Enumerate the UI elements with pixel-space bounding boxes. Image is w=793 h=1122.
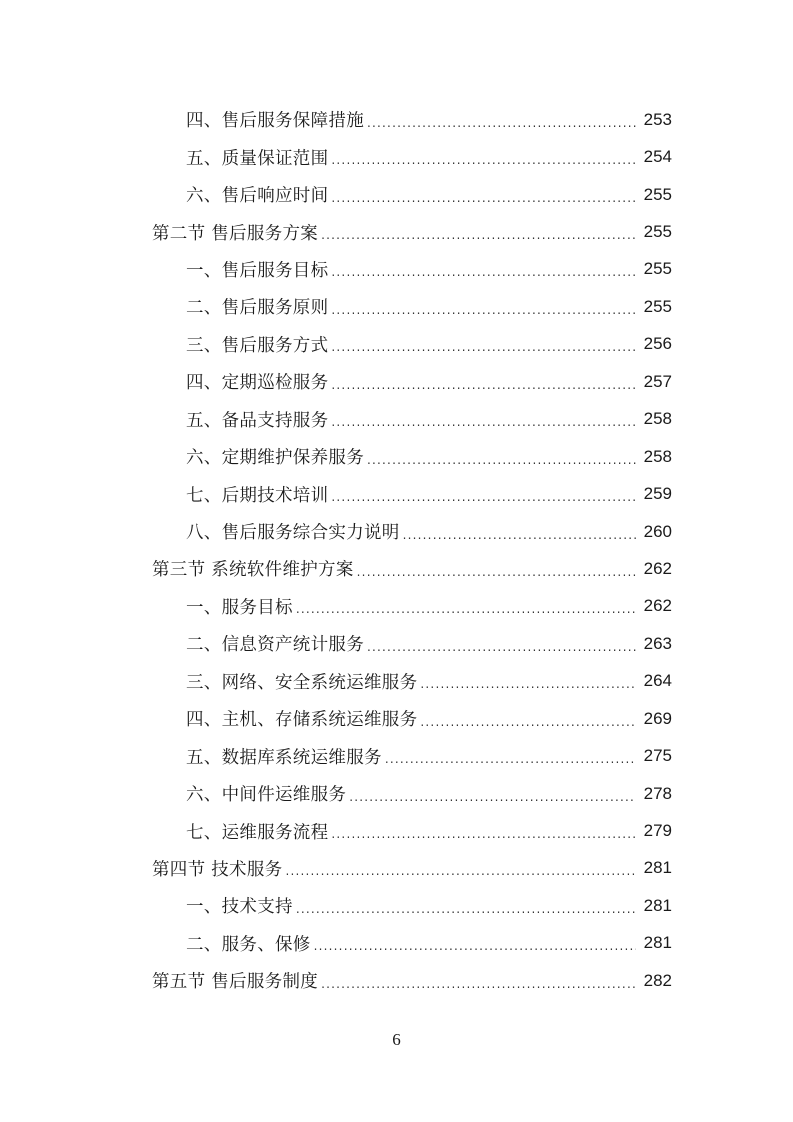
- toc-dot-leader: [314, 939, 636, 953]
- toc-subsection-entry[interactable]: [0, 775, 793, 812]
- toc-page-number: 281: [643, 895, 672, 915]
- toc-section-entry[interactable]: [0, 550, 793, 587]
- toc-page-number: 269: [643, 708, 672, 728]
- toc-page-number: 258: [643, 409, 672, 429]
- toc-entry-title: 一、技术支持: [186, 897, 293, 918]
- table-of-contents: [0, 101, 793, 1000]
- toc-page-number: 255: [643, 184, 672, 204]
- toc-page-number: 255: [643, 296, 672, 316]
- toc-subsection-entry[interactable]: [0, 475, 793, 512]
- toc-dot-leader: [285, 864, 636, 878]
- toc-subsection-entry[interactable]: [0, 625, 793, 662]
- toc-page-number: 258: [643, 446, 672, 466]
- toc-dot-leader: [367, 116, 636, 130]
- toc-dot-leader: [331, 415, 636, 429]
- toc-dot-leader: [331, 265, 636, 279]
- toc-page-number: 259: [643, 484, 672, 504]
- toc-dot-leader: [331, 191, 636, 205]
- toc-page-number: 254: [643, 147, 672, 167]
- toc-section-entry[interactable]: [0, 850, 793, 887]
- toc-dot-leader: [349, 790, 636, 804]
- toc-page-number: 262: [643, 596, 672, 616]
- toc-dot-leader: [367, 640, 636, 654]
- toc-entry-title: 八、售后服务综合实力说明: [186, 523, 400, 544]
- toc-dot-leader: [331, 827, 636, 841]
- toc-subsection-entry[interactable]: [0, 363, 793, 400]
- toc-subsection-entry[interactable]: [0, 513, 793, 550]
- toc-entry-title: 五、质量保证范围: [186, 148, 329, 169]
- toc-dot-leader: [331, 490, 636, 504]
- toc-entry-title: 第四节 技术服务: [152, 859, 283, 880]
- toc-dot-leader: [296, 602, 636, 616]
- toc-section-entry[interactable]: [0, 213, 793, 250]
- toc-subsection-entry[interactable]: [0, 887, 793, 924]
- toc-entry-title: 二、售后服务原则: [186, 298, 329, 319]
- toc-entry-title: 一、服务目标: [186, 597, 293, 618]
- toc-entry-title: 四、主机、存储系统运维服务: [186, 710, 418, 731]
- toc-entry-title: 三、网络、安全系统运维服务: [186, 672, 418, 693]
- toc-page-number: 256: [643, 334, 672, 354]
- toc-subsection-entry[interactable]: [0, 401, 793, 438]
- page-number: 6: [392, 1030, 401, 1049]
- toc-page-number: 264: [643, 671, 672, 691]
- toc-page-number: 260: [643, 521, 672, 541]
- toc-page-number: 275: [643, 746, 672, 766]
- toc-page-number: 263: [643, 633, 672, 653]
- toc-entry-title: 六、中间件运维服务: [186, 785, 347, 806]
- toc-subsection-entry[interactable]: [0, 288, 793, 325]
- toc-entry-title: 七、运维服务流程: [186, 822, 329, 843]
- toc-page-number: 279: [643, 821, 672, 841]
- toc-subsection-entry[interactable]: [0, 326, 793, 363]
- toc-entry-title: 六、售后响应时间: [186, 186, 329, 207]
- toc-subsection-entry[interactable]: [0, 588, 793, 625]
- toc-entry-title: 一、售后服务目标: [186, 260, 329, 281]
- toc-dot-leader: [403, 528, 636, 542]
- toc-dot-leader: [331, 303, 636, 317]
- toc-dot-leader: [296, 902, 636, 916]
- toc-subsection-entry[interactable]: [0, 251, 793, 288]
- toc-page-number: 257: [643, 371, 672, 391]
- toc-entry-title: 五、备品支持服务: [186, 410, 329, 431]
- toc-dot-leader: [420, 677, 636, 691]
- toc-subsection-entry[interactable]: [0, 925, 793, 962]
- toc-dot-leader: [331, 378, 636, 392]
- toc-entry-title: 第二节 售后服务方案: [152, 223, 319, 244]
- toc-section-entry[interactable]: [0, 962, 793, 999]
- toc-page-number: 255: [643, 222, 672, 242]
- toc-dot-leader: [385, 752, 636, 766]
- toc-dot-leader: [420, 715, 636, 729]
- toc-dot-leader: [321, 228, 636, 242]
- toc-page-number: 281: [643, 858, 672, 878]
- toc-entry-title: 第五节 售后服务制度: [152, 972, 319, 993]
- toc-page-number: 262: [643, 558, 672, 578]
- toc-page-number: 255: [643, 259, 672, 279]
- toc-entry-title: 二、服务、保修: [186, 934, 311, 955]
- toc-entry-title: 六、定期维护保养服务: [186, 448, 364, 469]
- toc-subsection-entry[interactable]: [0, 138, 793, 175]
- toc-dot-leader: [357, 565, 636, 579]
- toc-dot-leader: [367, 453, 636, 467]
- toc-subsection-entry[interactable]: [0, 176, 793, 213]
- toc-subsection-entry[interactable]: [0, 101, 793, 138]
- toc-dot-leader: [331, 153, 636, 167]
- toc-entry-title: 四、定期巡检服务: [186, 373, 329, 394]
- toc-subsection-entry[interactable]: [0, 438, 793, 475]
- toc-page-number: 278: [643, 783, 672, 803]
- toc-entry-title: 第三节 系统软件维护方案: [152, 560, 354, 581]
- toc-entry-title: 五、数据库系统运维服务: [186, 747, 382, 768]
- toc-entry-title: 三、售后服务方式: [186, 335, 329, 356]
- toc-subsection-entry[interactable]: [0, 663, 793, 700]
- toc-page-number: 281: [643, 933, 672, 953]
- toc-page-number: 282: [643, 970, 672, 990]
- toc-entry-title: 七、后期技术培训: [186, 485, 329, 506]
- toc-entry-title: 二、信息资产统计服务: [186, 635, 364, 656]
- toc-page-number: 253: [643, 109, 672, 129]
- toc-subsection-entry[interactable]: [0, 812, 793, 849]
- toc-subsection-entry[interactable]: [0, 737, 793, 774]
- toc-dot-leader: [331, 340, 636, 354]
- toc-entry-title: 四、售后服务保障措施: [186, 111, 364, 132]
- toc-subsection-entry[interactable]: [0, 700, 793, 737]
- toc-dot-leader: [321, 977, 636, 991]
